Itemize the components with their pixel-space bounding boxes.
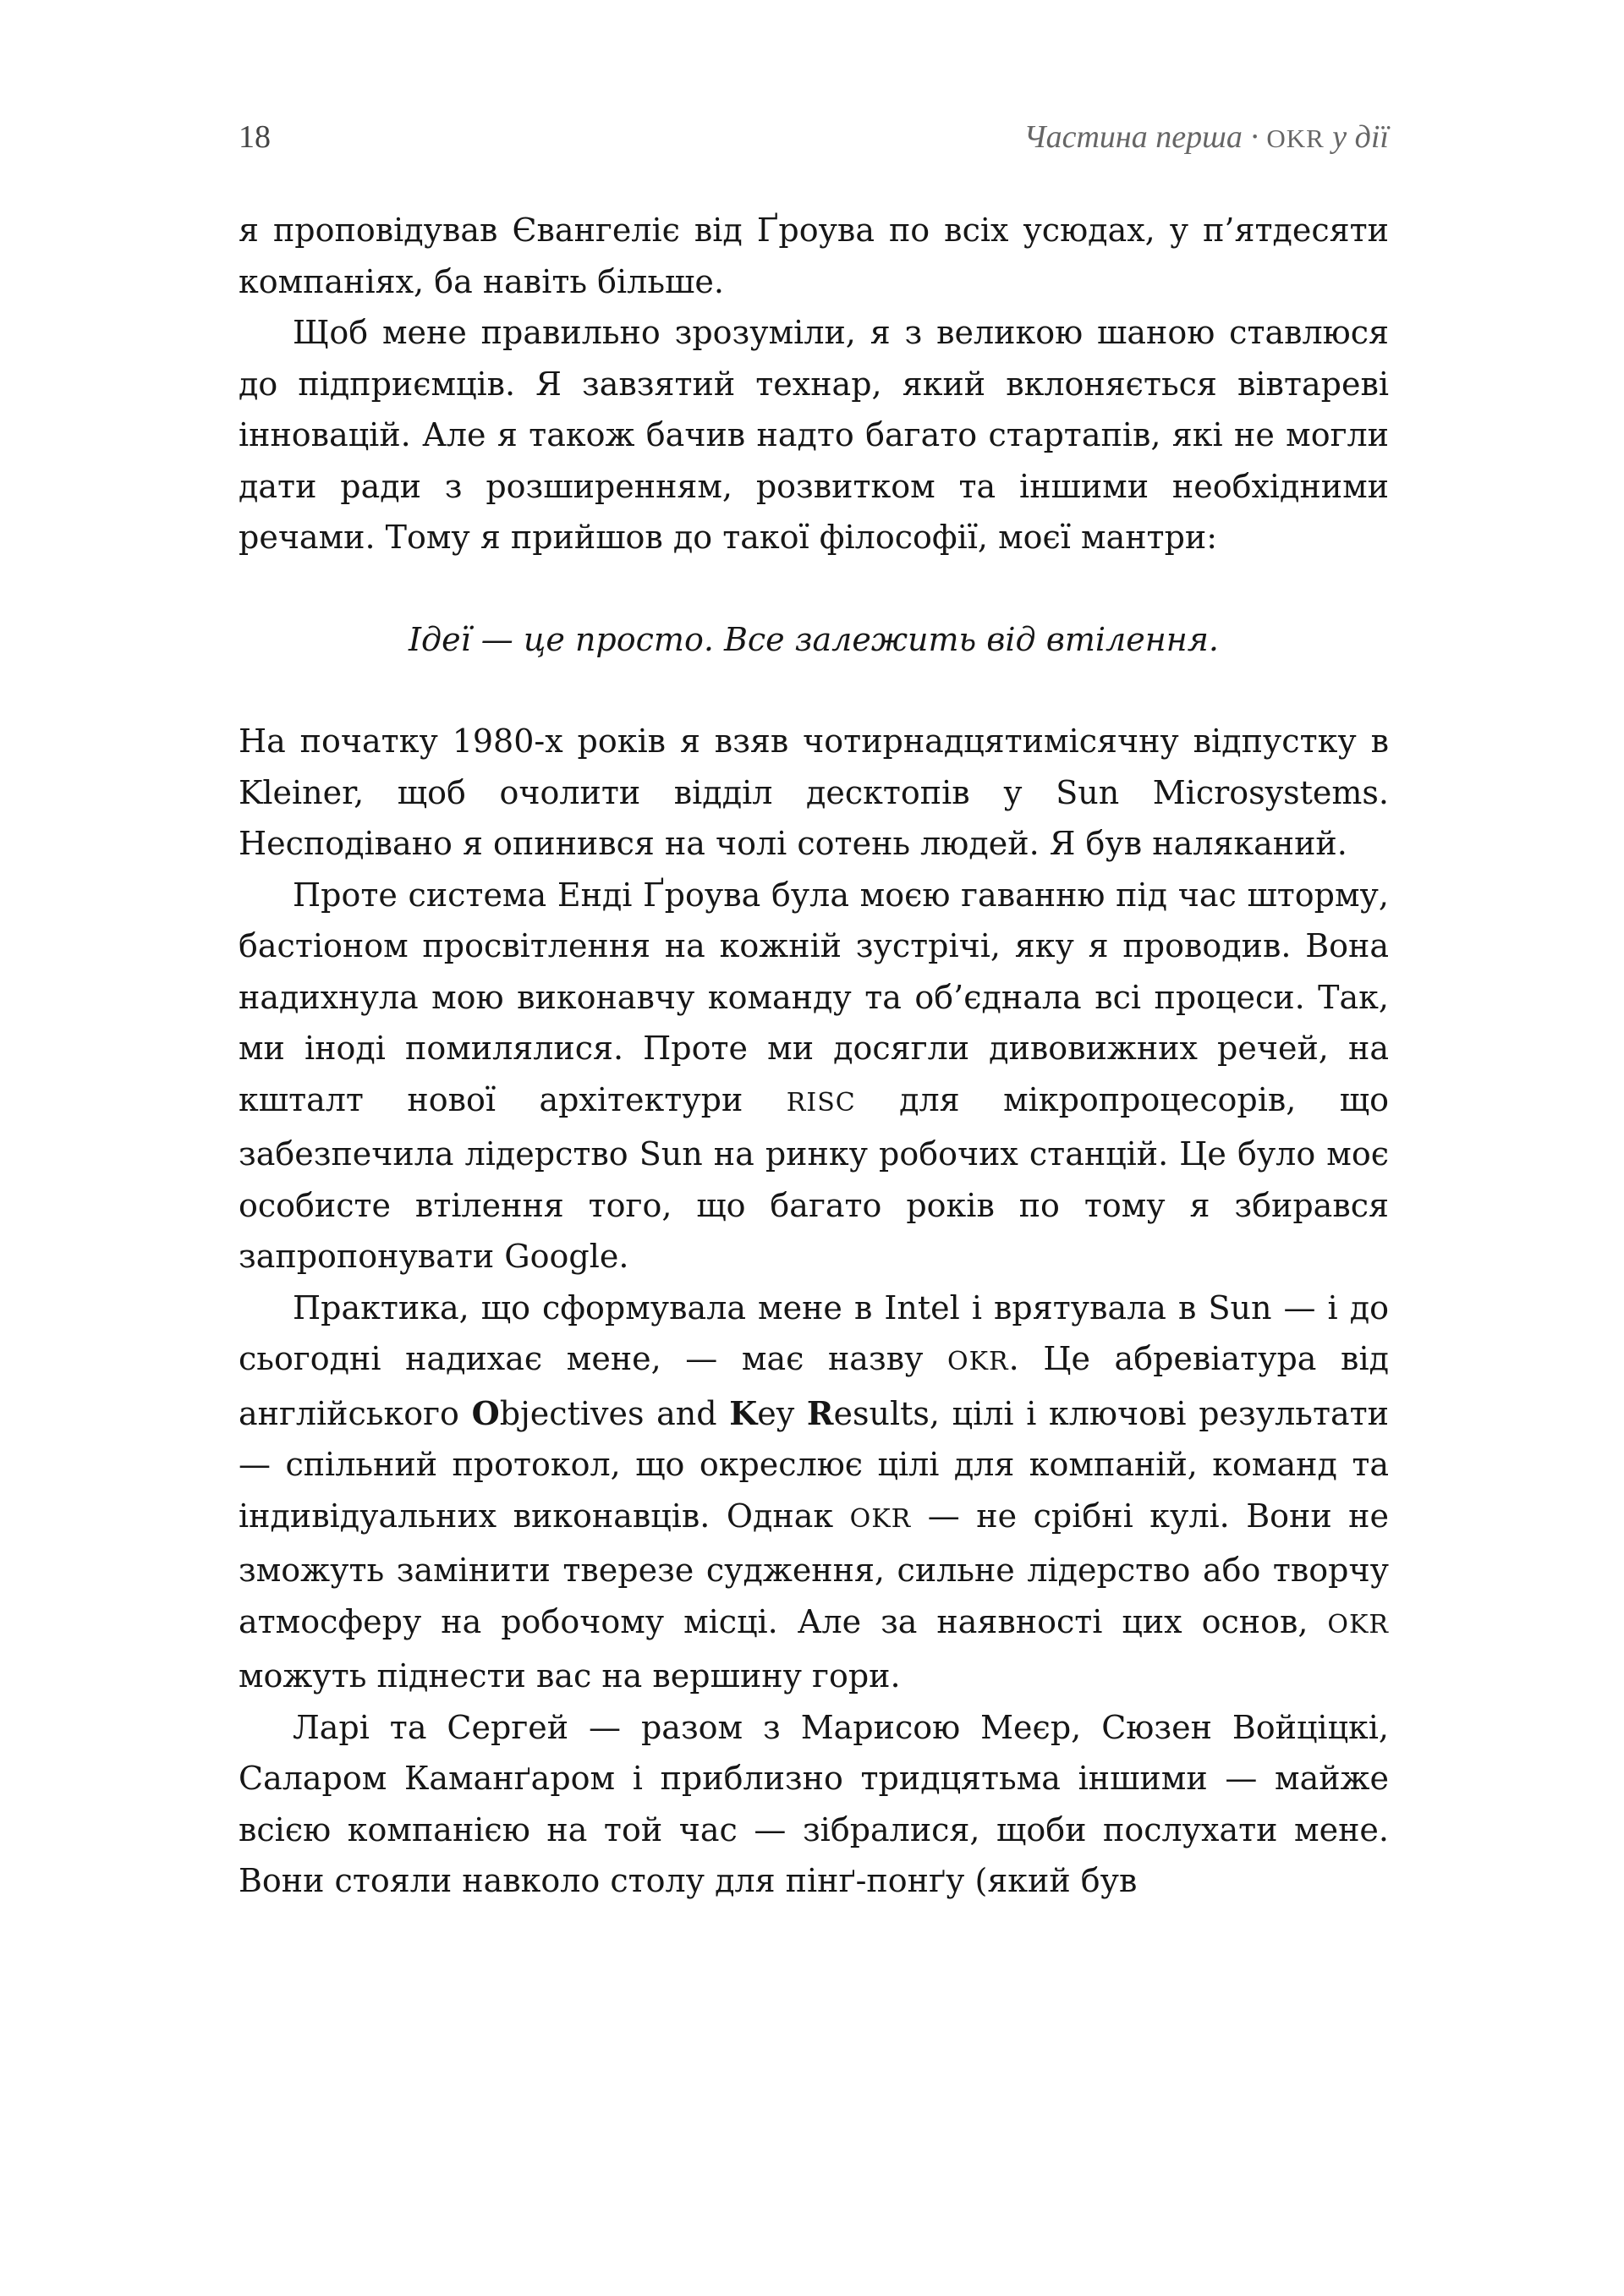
paragraph-5-part-c: bjectives and (499, 1394, 730, 1432)
paragraph-5 (239, 1283, 1389, 1702)
paragraph-5-part-d: ey (757, 1394, 807, 1432)
page-number: 18 (239, 119, 271, 155)
paragraph-5-part-f: — не срібні кулі. Вони не зможуть замінити тверезе судження, сильне лідерство або творчу атмосферу на робочому місці. Але за наявності цих основ, (239, 1497, 1389, 1640)
paragraph-4-part-b: для мікропроцесорів, що забезпечила лідерство Sun на ринку робочих станцій. Це було моє особисте втілення того, що багато років по тому я збирався запропонувати Google. (239, 1080, 1389, 1275)
body-text (239, 205, 1389, 1907)
running-head-suffix: у дії (1324, 119, 1389, 155)
objectives-initial: O (471, 1393, 500, 1432)
paragraph-2: Щоб мене правильно зрозуміли, я з великою шаною ставлюся до підприємців. Я завзятий технар, який вклоняється вівтареві інновацій. Але я також бачив надто багато стартапів, які не могли дати ради з розширенням, розвитком та іншими необхідними речами. Тому я прийшов до такої філософії, моєї мантри: (239, 314, 1389, 556)
running-head (1023, 118, 1389, 156)
paragraph-5-part-b: . Це абревіатура від англійського (239, 1340, 1389, 1432)
running-head-prefix: Частина перша · (1023, 119, 1267, 155)
paragraph-5-part-g: можуть піднести вас на вершину гори. (239, 1657, 901, 1695)
okr-acronym-3: OKR (1327, 1609, 1389, 1640)
risc-acronym: RISC (786, 1087, 856, 1118)
paragraph-3: На початку 1980-х років я взяв чотирнадцятимісячну відпустку в Kleiner, щоб очолити відділ десктопів у Sun Microsystems. Несподівано я опинився на чолі сотень людей. Я був наляканий. (239, 722, 1389, 862)
page-header (239, 118, 1389, 169)
okr-acronym-1: OKR (947, 1347, 1009, 1376)
okr-acronym-2: OKR (849, 1503, 912, 1534)
paragraph-5-part-e: esults, цілі і ключові результати — спільний протокол, що окреслює цілі для компаній, команд та індивідуальних виконавців. Однак (239, 1394, 1389, 1535)
paragraph-1: я проповідував Євангеліє від Ґроува по всіх усюдах, у п’ятдесяти компаніях, ба навіть більше. (239, 211, 1389, 300)
paragraph-4 (239, 870, 1389, 1283)
paragraph-5-part-a: Практика, що сформувала мене в Intel і врятувала в Sun — і до сьогодні надихає мене, — має назву (239, 1288, 1389, 1377)
paragraph-4-part-a: Проте система Енді Ґроува була моєю гаванню під час шторму, бастіоном просвітлення на кожній зустрічі, яку я проводив. Вона надихнула мою виконавчу команду та об’єднала всі процеси. Так, ми іноді помилялися. Проте ми досягли дивовижних речей, на кшталт нової архітектури (239, 876, 1389, 1118)
running-head-okr: OKR (1266, 124, 1325, 153)
key-initial: K (729, 1393, 758, 1432)
results-initial: R (806, 1393, 834, 1432)
epigraph-quote: Ідеї — це просто. Все залежить від втілення. (408, 620, 1220, 658)
paragraph-6: Ларі та Сергей — разом з Марисою Меєр, Сюзен Войціцкі, Саларом Каманґаром і приблизно тридцятьма іншими — майже всією компанією на той час — зібралися, щоби послухати мене. Вони стояли навколо столу для пінґ-понґу (який був (239, 1708, 1389, 1899)
